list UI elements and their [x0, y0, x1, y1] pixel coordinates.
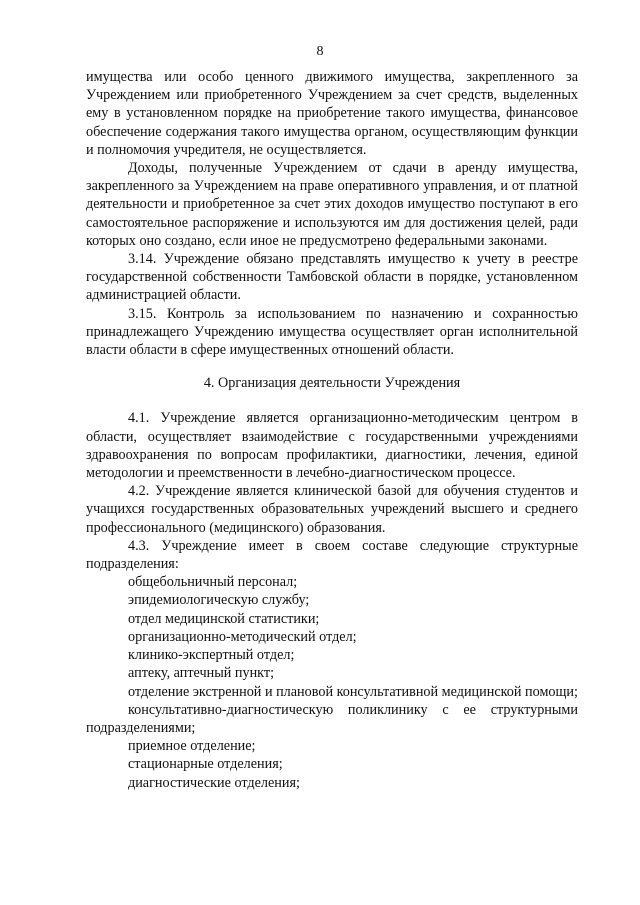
paragraph-4-3: 4.3. Учреждение имеет в своем составе следующие структурные подразделения: [86, 537, 578, 573]
list-item: диагностические отделения; [128, 774, 300, 791]
document-body [86, 68, 578, 792]
list-item: общебольничный персонал; [128, 574, 298, 591]
list-item: приемное отделение; [128, 738, 256, 755]
list-item: отделение экстренной и плановой консультативной медицинской помощи; [128, 683, 578, 700]
list-item: отдел медицинской статистики; [128, 610, 320, 627]
list-item: эпидемиологическую службу; [128, 592, 310, 609]
page-number: 8 [316, 44, 324, 59]
paragraph-3-15: 3.15. Контроль за использованием по назначению и сохранностью принадлежащего Учреждению имущества осуществляет орган исполнительной власти области в сфере имущественных отношений области. [86, 305, 578, 359]
section-heading: 4. Организация деятельности Учреждения [203, 375, 461, 392]
paragraph-property-financing: имущества или особо ценного движимого имущества, закрепленного за Учреждением или приобретенного Учреждением за счет средств, выделенных ему в установленном порядке на приобретение такого имущества, финансовое обеспечение содержания такого имущества органом, осуществляющим функции и полномочия учредителя, не осуществляется. [86, 69, 578, 158]
list-item: организационно-методический отдел; [128, 628, 357, 645]
paragraph-3-14: 3.14. Учреждение обязано представлять имущество к учету в реестре государственной собственности Тамбовской области в порядке, установленном администрацией области. [86, 251, 578, 304]
list-item: аптеку, аптечный пункт; [128, 665, 275, 682]
paragraph-income: Доходы, полученные Учреждением от сдачи в аренду имущества, закрепленного за Учреждением на праве оперативного управления, и от платной деятельности и приобретенное за счет этих доходов имущество поступают в его самостоятельное распоряжение и используются им для достижения целей, ради которых оно создано, если иное не предусмотрено федеральными законами. [86, 160, 578, 249]
paragraph-4-1: 4.1. Учреждение является организационно-методическим центром в области, осуществляет взаимодействие с государственными учреждениями здравоохранения по вопросам профилактики, диагностики, лечения, единой методологии и преемственности в лечебно-диагностическом процессе. [86, 410, 578, 482]
list-item: клинико-экспертный отдел; [128, 647, 295, 664]
list-item: стационарные отделения; [128, 756, 283, 773]
paragraph-4-2: 4.2. Учреждение является клинической базой для обучения студентов и учащихся государственных образовательных учреждений высшего и среднего профессионального (медицинского) образования. [86, 483, 578, 536]
list-item: консультативно-диагностическую поликлинику с ее структурными подразделениями; [86, 701, 578, 736]
